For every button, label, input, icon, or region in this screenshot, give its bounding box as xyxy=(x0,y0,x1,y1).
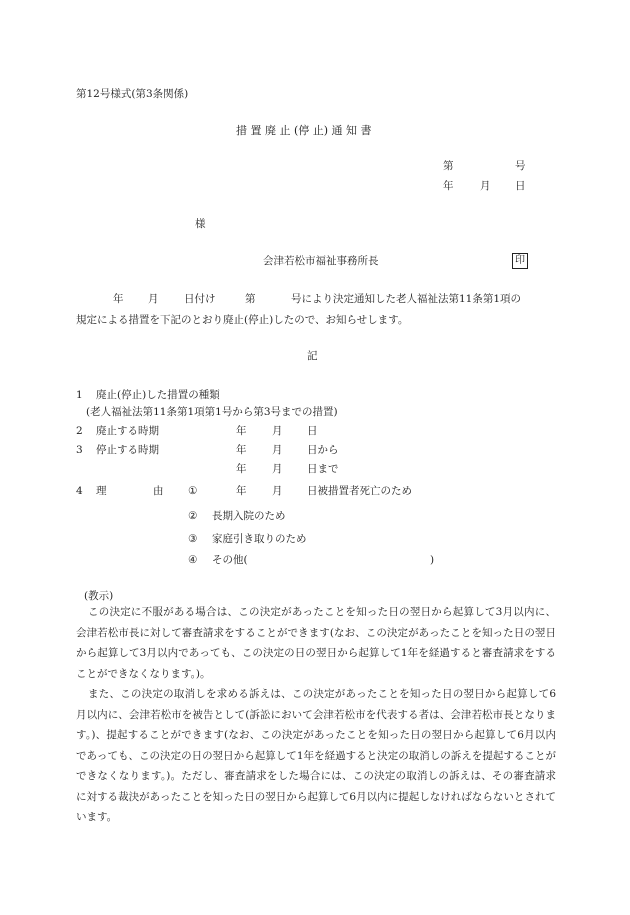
intro-month: 月 xyxy=(148,293,159,305)
doc-no-suffix: 号 xyxy=(515,160,526,172)
document-title: 措 置 廃 止 (停 止) 通 知 書 xyxy=(236,124,372,137)
item3-label: 停止する時期 xyxy=(96,444,159,456)
intro-year: 年 xyxy=(113,293,124,305)
reason2-mark: ② xyxy=(188,510,198,522)
reason4-mark: ④ xyxy=(188,554,198,566)
seal-box: 印 xyxy=(512,253,528,269)
reason1-text: 日被措置者死亡のため xyxy=(307,485,412,497)
date-year: 年 xyxy=(443,180,454,192)
item4-label-a: 理 xyxy=(96,485,107,497)
item2-month: 月 xyxy=(272,425,283,437)
item2-label: 廃止する時期 xyxy=(96,425,159,437)
item3-month: 月 xyxy=(272,444,283,456)
item2-day: 日 xyxy=(307,425,318,437)
item3-num: 3 xyxy=(76,444,83,456)
date-day: 日 xyxy=(515,180,526,192)
item3-until: 日まで xyxy=(307,463,339,475)
item1-label: 廃止(停止)した措置の種類 xyxy=(96,389,220,401)
date-month: 月 xyxy=(480,180,491,192)
issuer: 会津若松市福祉事務所長 xyxy=(263,255,379,267)
reason3-mark: ③ xyxy=(188,533,198,545)
item3-year2: 年 xyxy=(236,463,247,475)
item3-from: 日から xyxy=(307,444,339,456)
reason2-text: 長期入院のため xyxy=(212,510,286,522)
item2-num: 2 xyxy=(76,425,83,437)
item3-year: 年 xyxy=(236,444,247,456)
reason4-text: その他( xyxy=(212,554,248,566)
form-number: 第12号様式(第3条関係) xyxy=(76,88,189,100)
intro-dated: 日付け xyxy=(184,293,216,305)
reason4-close: ) xyxy=(430,554,435,566)
item2-year: 年 xyxy=(236,425,247,437)
reason1-year: 年 xyxy=(236,485,247,497)
intro-rest: 号により決定通知した老人福祉法第11条第1項の xyxy=(291,293,522,305)
addressee-honorific: 様 xyxy=(195,218,206,230)
reason1-month: 月 xyxy=(272,485,283,497)
item4-num: 4 xyxy=(76,485,83,497)
reason3-text: 家庭引き取りのため xyxy=(212,533,307,545)
ki-heading: 記 xyxy=(307,350,318,362)
intro-line2: 規定による措置を下記のとおり廃止(停止)したので、お知らせします。 xyxy=(76,314,409,326)
intro-no: 第 xyxy=(245,293,256,305)
instruction-paragraph-1: この決定に不服がある場合は、この決定があったことを知った日の翌日から起算して3月以内に、会津若松市長に対して審査請求をすることができます(なお、この決定があったことを知った日の翌日から起算して3月以内であっても、この決定の日の翌日から起算して1年を経過すると審査請求をすることができなくなります。)。 xyxy=(76,606,556,680)
reason1-mark: ① xyxy=(188,485,198,497)
instruction-paragraph-2: また、この決定の取消しを求める訴えは、この決定があったことを知った日の翌日から起算して6月以内に、会津若松市を被告として(訴訟において会津若松市を代表する者は、会津若松市長となります。)、提起することができます(なお、この決定があったことを知った日の翌日から起算して6月以内であっても、この決定の日の翌日から起算して1年を経過すると決定の取消しの訴えを提起することができなくなります。)。ただし、審査請求をした場合には、この決定の取消しの訴えは、その審査請求に対する裁決があったことを知った日の翌日から起算して6月以内に提起しなければならないとされています。 xyxy=(76,688,556,823)
item3-month2: 月 xyxy=(272,463,283,475)
item4-label-b: 由 xyxy=(153,485,164,497)
doc-no-prefix: 第 xyxy=(443,160,454,172)
item1-num: 1 xyxy=(76,389,83,401)
instruction-heading: (教示) xyxy=(84,590,114,602)
item1-note: (老人福祉法第11条第1項第1号から第3号までの措置) xyxy=(86,406,338,418)
